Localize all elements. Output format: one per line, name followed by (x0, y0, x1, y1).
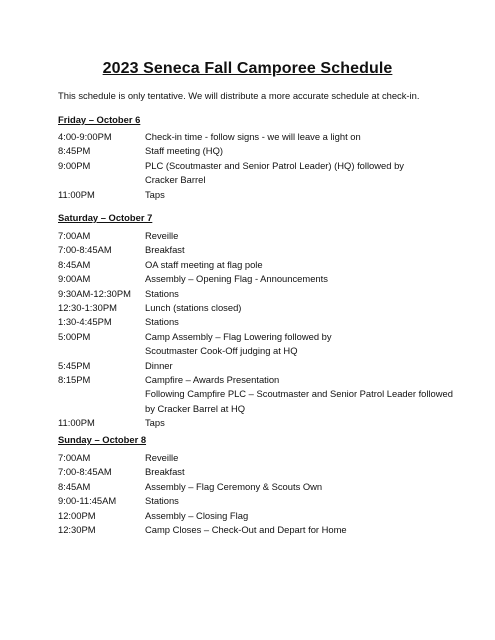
schedule-row (58, 373, 448, 387)
schedule-activity: Lunch (stations closed) (145, 301, 242, 313)
schedule-activity: Stations (145, 495, 179, 507)
schedule-list-saturday (58, 229, 453, 430)
day-heading-sunday: Sunday – October 8 (58, 434, 147, 445)
schedule-time: 7:00-8:45AM (58, 244, 112, 256)
schedule-activity: Breakfast (145, 466, 185, 478)
schedule-activity: Following Campfire PLC – Scoutmaster and Senior Patrol Leader followed (145, 388, 453, 400)
schedule-activity: Scoutmaster Cook-Off judging at HQ (145, 345, 298, 357)
schedule-activity: Breakfast (145, 244, 185, 256)
schedule-list-friday (58, 130, 448, 202)
schedule-activity: Reveille (145, 452, 179, 463)
schedule-time: 9:00-11:45AM (58, 495, 117, 507)
schedule-row (58, 387, 453, 401)
schedule-activity: Stations (145, 316, 179, 328)
schedule-time: 9:00AM (58, 273, 91, 285)
schedule-list-sunday (58, 451, 448, 537)
schedule-time: 7:00AM (58, 230, 91, 241)
schedule-activity: Camp Assembly – Flag Lowering followed by (145, 330, 332, 342)
schedule-row (58, 330, 448, 344)
schedule-activity: Cracker Barrel (145, 174, 206, 186)
schedule-time: 9:00PM (58, 159, 91, 171)
day-heading-friday: Friday – October 6 (58, 114, 141, 125)
schedule-row (58, 188, 448, 202)
schedule-activity: PLC (Scoutmaster and Senior Patrol Leader) (HQ) followed by (145, 159, 404, 171)
schedule-activity: Assembly – Flag Ceremony & Scouts Own (145, 480, 323, 492)
schedule-row (58, 465, 448, 479)
schedule-row (58, 301, 448, 315)
schedule-row (58, 173, 448, 187)
schedule-row (58, 451, 448, 465)
schedule-time: 8:15PM (58, 373, 91, 385)
schedule-time: 12:00PM (58, 509, 96, 521)
intro-text: This schedule is only tentative. We will distribute a more accurate schedule at check-in. (58, 90, 420, 101)
schedule-row (58, 315, 448, 329)
schedule-activity: Check-in time - follow signs - we will leave a light on (145, 131, 361, 142)
schedule-row (58, 509, 448, 523)
schedule-row (58, 258, 448, 272)
schedule-row (58, 130, 448, 144)
schedule-activity: Assembly – Opening Flag - Announcements (145, 273, 328, 285)
schedule-time: 8:45AM (58, 258, 91, 270)
schedule-row (58, 287, 448, 301)
schedule-time: 12:30-1:30PM (58, 301, 117, 313)
schedule-time: 4:00-9:00PM (58, 131, 112, 142)
schedule-row (58, 402, 448, 416)
schedule-row (58, 494, 448, 508)
schedule-activity: Campfire – Awards Presentation (145, 373, 280, 385)
schedule-time: 5:00PM (58, 330, 91, 342)
schedule-row (58, 480, 448, 494)
schedule-row (58, 243, 448, 257)
schedule-time: 1:30-4:45PM (58, 316, 112, 328)
schedule-activity: Taps (145, 188, 165, 200)
schedule-time: 9:30AM-12:30PM (58, 287, 131, 299)
schedule-row (58, 272, 448, 286)
schedule-time: 5:45PM (58, 359, 91, 371)
schedule-activity: OA staff meeting at flag pole (145, 258, 263, 270)
schedule-activity: Staff meeting (HQ) (145, 145, 223, 157)
schedule-activity: Dinner (145, 359, 173, 371)
schedule-time: 8:45PM (58, 145, 91, 157)
schedule-activity: Reveille (145, 230, 179, 241)
schedule-time: 11:00PM (58, 417, 95, 429)
schedule-time: 7:00-8:45AM (58, 466, 112, 478)
schedule-row (58, 159, 448, 173)
schedule-time: 8:45AM (58, 480, 91, 492)
page-title: 2023 Seneca Fall Camporee Schedule (102, 60, 393, 77)
schedule-time: 11:00PM (58, 188, 95, 200)
schedule-time: 7:00AM (58, 452, 91, 463)
schedule-row (58, 416, 448, 430)
day-heading-saturday: Saturday – October 7 (58, 212, 153, 223)
schedule-row (58, 344, 448, 358)
schedule-row (58, 523, 448, 537)
schedule-activity: Stations (145, 287, 179, 299)
schedule-time: 12:30PM (58, 523, 96, 535)
schedule-row (58, 359, 448, 373)
schedule-activity: Taps (145, 417, 165, 429)
schedule-activity: Camp Closes – Check-Out and Depart for Home (145, 523, 347, 535)
schedule-row (58, 229, 448, 243)
schedule-activity: by Cracker Barrel at HQ (145, 402, 246, 414)
schedule-row (58, 144, 448, 158)
schedule-activity: Assembly – Closing Flag (145, 509, 249, 521)
